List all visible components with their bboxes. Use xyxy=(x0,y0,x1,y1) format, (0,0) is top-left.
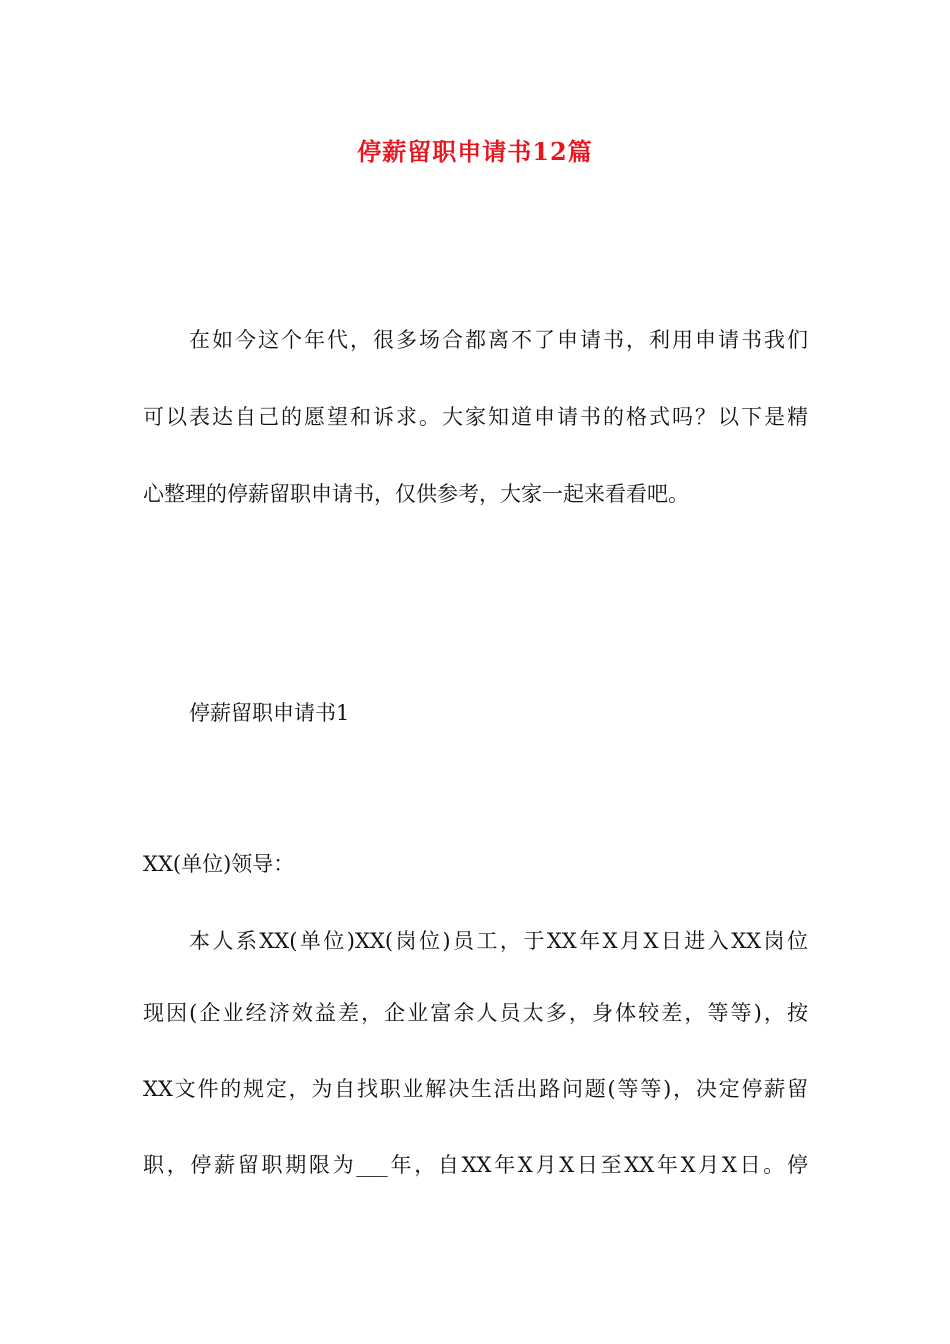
body-line-1: 本人系XX(单位)XX(岗位)员工，于XX年X月X日进入XX岗位 xyxy=(189,929,808,953)
section-heading: 停薪留职申请书1 xyxy=(189,701,350,725)
body-line-3: XX文件的规定，为自找职业解决生活出路问题(等等)，决定停薪留 xyxy=(143,1077,808,1101)
intro-line-2: 可以表达自己的愿望和诉求。大家知道申请书的格式吗？以下是精 xyxy=(143,405,808,429)
salutation: XX(单位)领导： xyxy=(143,852,295,876)
intro-line-1: 在如今这个年代，很多场合都离不了申请书，利用申请书我们 xyxy=(189,328,808,352)
document-title: 停薪留职申请书12篇 xyxy=(357,137,593,166)
body-line-4: 职，停薪留职期限为___年，自XX年X月X日至XX年X月X日。停 xyxy=(143,1153,808,1177)
intro-line-3: 心整理的停薪留职申请书，仅供参考，大家一起来看看吧。 xyxy=(143,482,689,506)
body-line-2: 现因(企业经济效益差，企业富余人员太多，身体较差，等等)，按 xyxy=(143,1001,808,1025)
